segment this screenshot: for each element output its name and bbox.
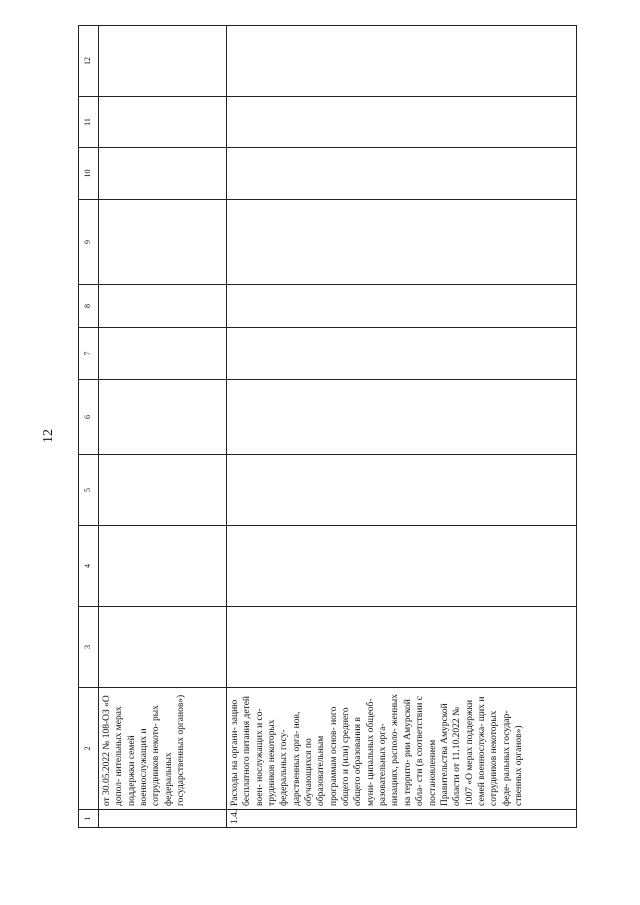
empty-cell	[227, 97, 577, 148]
empty-cell	[227, 328, 577, 380]
header-cell-10: 10	[79, 148, 99, 200]
empty-cell	[227, 380, 577, 455]
header-row	[79, 26, 99, 828]
empty-cell	[227, 607, 577, 688]
empty-cell	[227, 148, 577, 200]
empty-cell	[227, 200, 577, 285]
row-description-cell: от 30.05.2022 № 108-ОЗ «О допол- нительных мерах поддержки семей военнослужащих и сотрудников некото- рых федеральных государственных органов»)	[99, 688, 227, 810]
empty-cell	[227, 285, 577, 328]
table-row	[227, 26, 577, 828]
header-cell-1: 1	[79, 810, 99, 828]
header-cell-9: 9	[79, 200, 99, 285]
empty-cell	[99, 285, 227, 328]
header-cell-8: 8	[79, 285, 99, 328]
empty-cell	[99, 26, 227, 97]
budget-table	[78, 25, 577, 828]
table-row	[99, 26, 227, 828]
empty-cell	[99, 148, 227, 200]
empty-cell	[227, 455, 577, 526]
row-description-cell: Расходы на органи- зацию бесплатного питания детей воен- нослужащих и со- трудников некоторых федеральных госу- дарственных орга- нов, обучающихся по образовательным программам основ- ного общего и (или) среднего общего образования в муни- ципальных общеоб- разовательных орга- низациях, располо- женных на террито- рии Амурской обла- сти (в соответствии с постановлением Правительства Амурской области от 11.10.2022 № 1007 «О мерах поддержки семей военнослужа- щих и сотрудников некоторых феде- ральных государ- ственных органов»)	[227, 688, 577, 810]
header-cell-3: 3	[79, 607, 99, 688]
header-cell-2: 2	[79, 688, 99, 810]
empty-cell	[99, 328, 227, 380]
header-cell-11: 11	[79, 97, 99, 148]
empty-cell	[99, 607, 227, 688]
empty-cell	[227, 26, 577, 97]
empty-cell	[99, 455, 227, 526]
rotated-table-container	[78, 38, 573, 828]
header-cell-4: 4	[79, 526, 99, 607]
empty-cell	[99, 526, 227, 607]
row-number-cell: 1.4.	[227, 810, 577, 828]
empty-cell	[227, 526, 577, 607]
header-cell-5: 5	[79, 455, 99, 526]
empty-cell	[99, 380, 227, 455]
empty-cell	[99, 97, 227, 148]
header-cell-7: 7	[79, 328, 99, 380]
header-cell-12: 12	[79, 26, 99, 97]
page-number: 12	[41, 429, 56, 443]
empty-cell	[99, 200, 227, 285]
header-cell-6: 6	[79, 380, 99, 455]
row-number-cell	[99, 810, 227, 828]
